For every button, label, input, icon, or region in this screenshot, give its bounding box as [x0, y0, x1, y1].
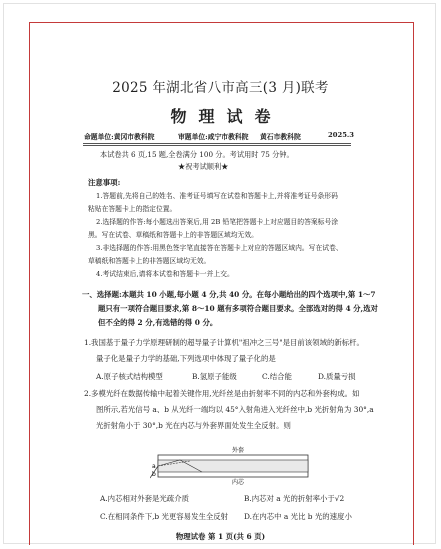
question-2-stem: 图所示,若光信号 a、b 从光纤一端均以 45°入射角进入光纤丝中,b 光折射角为 30°,a: [96, 405, 374, 414]
question-1-stem: 1.我国基于量子力学原理研制的超导量子计算机"祖冲之三号"是目前该领域的新标杆。: [84, 338, 364, 347]
label-inner: 内芯: [232, 479, 245, 486]
page-footer: 物理试卷 第 1 页(共 6 页): [175, 532, 266, 541]
divider: [83, 143, 351, 144]
reviewer-2: 黄石市教科院: [260, 133, 301, 141]
exam-title: 2025 年湖北省八市高三(3 月)联考: [112, 80, 329, 96]
note-line: 1.答题前,先将自己的姓名、准考证号填写在试卷和答题卡上,并将准考证号条形码: [96, 192, 338, 200]
q1-option-c: C.结合能: [262, 372, 292, 381]
label-outer: 外套: [232, 447, 245, 454]
q1-option-a: A.原子核式结构模型: [96, 372, 163, 381]
q2-option-c: C.在相同条件下,b 光更容易发生全反射: [100, 512, 229, 521]
question-1-stem: 量子化是量子力学的基础,下列选项中体现了量子化的是: [96, 354, 276, 363]
question-2-stem: 光折射角小于 30°,b 光在内芯与外套界面处发生全反射。则: [96, 421, 291, 430]
q2-option-b: B.内芯对 a 光的折射率小于√2: [244, 494, 345, 503]
exam-date: 2025.3: [328, 131, 355, 139]
notes-title: 注意事项:: [88, 178, 121, 187]
subject-title: 物理试卷: [170, 107, 283, 126]
proposer: 命题单位:黄冈市教科院: [84, 133, 155, 141]
note-line: 草稿纸和答题卡上的非答题区域均无效。: [88, 257, 211, 265]
note-line: 3.非选择题的作答:用黑色签字笔直接答在答题卡上对应的答题区域内。写在试卷、: [96, 244, 343, 252]
label-b: b: [152, 471, 156, 478]
optical-fiber-diagram: [150, 446, 310, 486]
good-luck: ★祝考试顺利★: [178, 162, 229, 171]
q1-option-d: D.质量亏损: [318, 372, 356, 381]
note-line: 2.选择题的作答:每小题选出答案后,用 2B 铅笔把答题卡上对应题目的答案标号涂: [96, 218, 339, 226]
label-a: a: [152, 463, 156, 470]
exam-info: 本试卷共 6 页,15 题,全卷满分 100 分。考试用时 75 分钟。: [100, 150, 294, 159]
reviewer: 审题单位:咸宁市教科院: [178, 133, 249, 141]
inner-core: [158, 460, 308, 472]
q1-option-b: B.氢原子能级: [192, 372, 237, 381]
section-instructions: 但不全的得 2 分,有选错的得 0 分。: [98, 318, 218, 327]
q2-option-d: D.在内芯中 a 光比 b 光的速度小: [244, 512, 352, 521]
note-line: 黑。写在试卷、草稿纸和答题卡上的非答题区域均无效。: [88, 231, 258, 239]
note-line: 粘贴在答题卡上的指定位置。: [88, 205, 177, 213]
note-line: 4.考试结束后,请将本试卷和答题卡一并上交。: [96, 270, 234, 278]
question-2-stem: 2.多模光纤在数据传输中起着关键作用,光纤丝是由折射率不同的内芯和外套构成。如: [84, 389, 360, 398]
section-instructions: 一、选择题:本题共 10 小题,每小题 4 分,共 40 分。在每小题给出的四个选项中,第 1～7: [82, 290, 376, 299]
q2-option-a: A.内芯相对外套是光疏介质: [100, 494, 189, 503]
divider-thin: [83, 145, 351, 146]
section-instructions: 题只有一项符合题目要求,第 8～10 题有多项符合题目要求。全部选对的得 4 分,选对: [98, 304, 378, 313]
